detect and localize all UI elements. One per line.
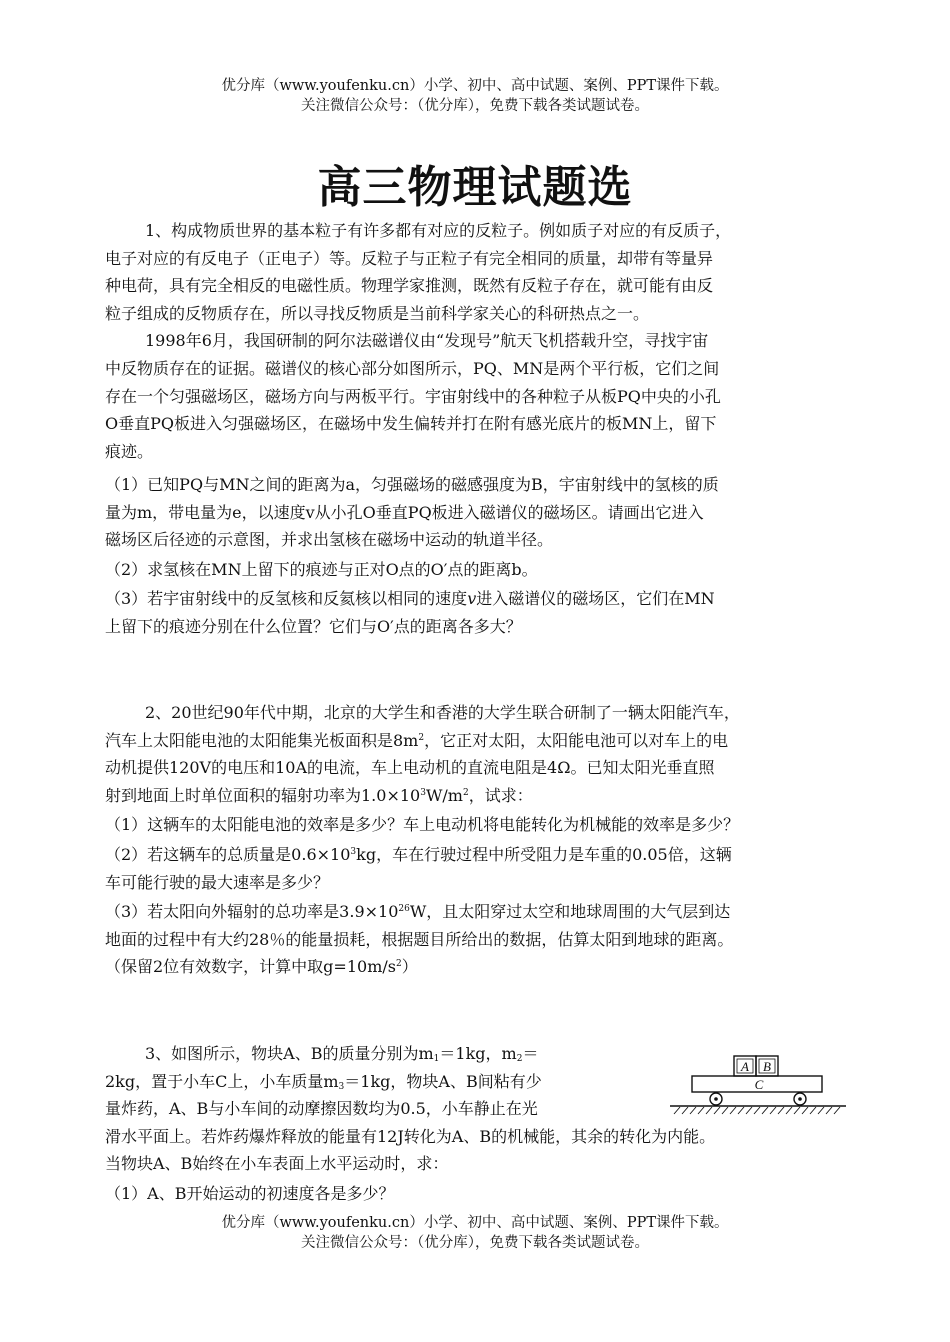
q2-sub-3-cont: （保留2位有效数字，计算中取$g=10m/s^2$） — [105, 957, 418, 977]
q1-line: 1998年6月，我国研制的阿尔法磁谱仪由“发现号”航天飞机搭载升空，寻找宇宙 — [145, 331, 709, 351]
label-a: A — [741, 1059, 749, 1074]
q3-sub-1: （1）A、B开始运动的初速度各是多少？ — [105, 1184, 395, 1203]
q1-sub-1-cont: 磁场区后径迹的示意图，并求出氢核在磁场中运动的轨道半径。 — [105, 530, 554, 550]
wheel-hub-right — [798, 1097, 802, 1101]
page-footer — [0, 1213, 950, 1253]
q1-line: 种电荷，具有完全相反的电磁性质。物理学家推测，既然有反粒子存在，就可能有由反 — [105, 276, 714, 296]
q2-sub-1: （1）这辆车的太阳能电池的效率是多少？车上电动机将电能转化为机械能的效率是多少？ — [105, 815, 740, 834]
q2-sub-2-cont: 车可能行驶的最大速率是多少？ — [105, 872, 330, 892]
q1-line: 粒子组成的反物质存在，所以寻找反物质是当前科学家关心的科研热点之一。 — [105, 303, 650, 323]
q3-line: 滑水平面上。若炸药爆炸释放的能量有12J转化为A、B的机械能，其余的转化为内能。 — [105, 1126, 716, 1146]
q2-sub-3: （3）若太阳向外辐射的总功率是$3.9\times 10^{26}W$，且太阳穿过太空和地球周围的大气层到达 — [105, 902, 731, 921]
footer-line-2: 关注微信公众号：（优分库），免费下载各类试题试卷。 — [301, 1235, 649, 1251]
cart-figure — [668, 1054, 850, 1116]
q2-line: 2、20世纪90年代中期，北京的大学生和香港的大学生联合研制了一辆太阳能汽车， — [145, 703, 740, 722]
page-header — [0, 76, 950, 116]
q1-sub-3: （3）若宇宙射线中的反氢核和反氦核以相同的速度v进入磁谱仪的磁场区，它们在MN — [105, 589, 715, 608]
q2-line: 汽车上太阳能电池的太阳能集光板面积是$8m^2$，它正对太阳，太阳能电池可以对车上的电 — [105, 730, 729, 750]
footer-line-1: 优分库（www.youfenku.cn）小学、初中、高中试题、案例、PPT课件下载。 — [221, 1215, 729, 1231]
ground-hatching — [674, 1107, 840, 1114]
label-c: C — [754, 1077, 764, 1092]
wheel-hub-left — [714, 1097, 718, 1101]
q2-line: 动机提供120V的电压和10A的电流，车上电动机的直流电阻是4Ω。已知太阳光垂直照 — [105, 758, 715, 778]
q3-line: 3、如图所示，物块A、B的质量分别为$m_1=1kg$，$m_2=$ — [145, 1044, 539, 1064]
q1-line: 中反物质存在的证据。磁谱仪的核心部分如图所示，PQ、MN是两个平行板，它们之间 — [105, 359, 720, 378]
header-line-2: 关注微信公众号：（优分库），免费下载各类试题试卷。 — [301, 98, 649, 114]
q1-line: 电子对应的有反电子（正电子）等。反粒子与正粒子有完全相同的质量，却带有等量异 — [105, 248, 714, 268]
q1-line: 存在一个匀强磁场区，磁场方向与两板平行。宇宙射线中的各种粒子从板PQ中央的小孔 — [105, 386, 721, 406]
header-line-1: 优分库（www.youfenku.cn）小学、初中、高中试题、案例、PPT课件下载。 — [221, 78, 729, 94]
q1-sub-1: （1）已知PQ与MN之间的距离为a，匀强磁场的磁感强度为B，宇宙射线中的氢核的质 — [105, 475, 719, 494]
q3-line: 当物块A、B始终在小车表面上水平运动时，求： — [105, 1154, 449, 1174]
label-b: B — [763, 1059, 771, 1074]
q2-sub-3-cont: 地面的过程中有大约28％的能量损耗，根据题目所给出的数据，估算太阳到地球的距离。 — [105, 929, 734, 949]
q1-line: 痕迹。 — [105, 441, 154, 461]
q2-sub-2: （2）若这辆车的总质量是$0.6\times 10^3kg$，车在行驶过程中所受阻力是车重的0.05倍，这辆 — [105, 845, 732, 864]
page-title: 高三物理试题选 — [317, 162, 633, 213]
q1-sub-2: （2）求氢核在MN上留下的痕迹与正对O点的O′点的距离b。 — [105, 560, 538, 579]
q1-sub-3-cont: 上留下的痕迹分别在什么位置？它们与O′点的距离各多大？ — [105, 616, 522, 636]
q1-line: O垂直PQ板进入匀强磁场区，在磁场中发生偏转并打在附有感光底片的板MN上，留下 — [105, 414, 717, 434]
q3-line: 2kg，置于小车C上，小车质量$m_3=1kg$，物块A、B间粘有少 — [105, 1071, 542, 1092]
q3-line: 量炸药，A、B与小车间的动摩擦因数均为0.5，小车静止在光 — [105, 1099, 538, 1119]
q1-sub-1-cont: 量为m，带电量为e，以速度v从小孔O垂直PQ板进入磁谱仪的磁场区。请画出它进入 — [105, 502, 704, 522]
q1-line: 1、构成物质世界的基本粒子有许多都有对应的反粒子。例如质子对应的有反质子， — [145, 221, 732, 240]
q2-line: 射到地面上时单位面积的辐射功率为$1.0\times 10^3W/m^2$，试求： — [105, 785, 533, 805]
